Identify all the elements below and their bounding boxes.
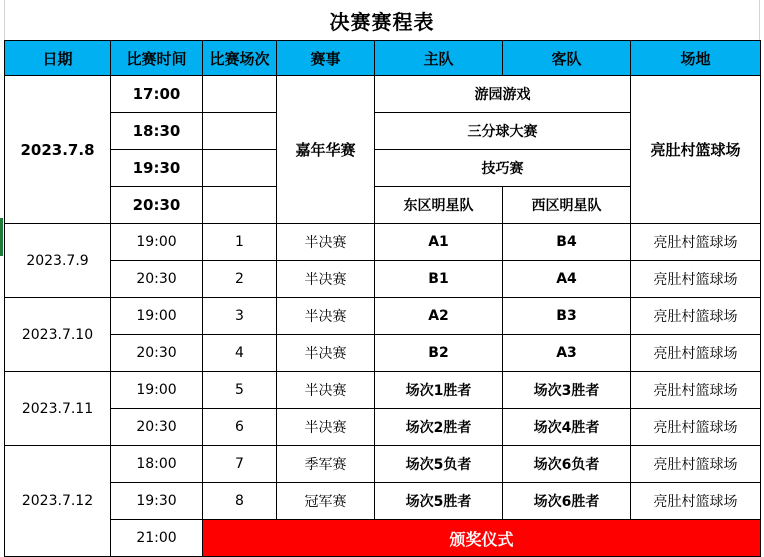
event-cell[interactable]: 季军赛 (277, 446, 375, 483)
table-row (5, 76, 761, 113)
away-team-cell[interactable]: 场次6胜者 (503, 483, 631, 520)
venue-cell[interactable]: 亮肚村篮球场 (631, 76, 761, 224)
away-team-cell[interactable]: A3 (503, 335, 631, 372)
away-team-cell[interactable]: 西区明星队 (503, 187, 631, 224)
time-cell[interactable]: 19:30 (111, 483, 203, 520)
venue-cell[interactable]: 亮肚村篮球场 (631, 261, 761, 298)
header-match-no[interactable]: 比赛场次 (203, 41, 277, 76)
event-cell[interactable]: 嘉年华赛 (277, 76, 375, 224)
match-no-cell[interactable]: 5 (203, 372, 277, 409)
away-team-cell[interactable]: 场次3胜者 (503, 372, 631, 409)
home-team-cell[interactable]: 场次5胜者 (375, 483, 503, 520)
time-cell[interactable]: 19:30 (111, 150, 203, 187)
activity-cell[interactable]: 三分球大赛 (375, 113, 631, 150)
table-row (5, 261, 761, 298)
header-time[interactable]: 比赛时间 (111, 41, 203, 76)
table-row (5, 446, 761, 483)
header-venue[interactable]: 场地 (631, 41, 761, 76)
home-team-cell[interactable]: 东区明星队 (375, 187, 503, 224)
header-home[interactable]: 主队 (375, 41, 503, 76)
away-team-cell[interactable]: A4 (503, 261, 631, 298)
match-no-cell[interactable] (203, 113, 277, 150)
home-team-cell[interactable]: B1 (375, 261, 503, 298)
venue-cell[interactable]: 亮肚村篮球场 (631, 224, 761, 261)
header-date[interactable]: 日期 (5, 41, 111, 76)
header-away[interactable]: 客队 (503, 41, 631, 76)
time-cell[interactable]: 19:00 (111, 224, 203, 261)
match-no-cell[interactable]: 7 (203, 446, 277, 483)
activity-cell[interactable]: 游园游戏 (375, 76, 631, 113)
match-no-cell[interactable]: 8 (203, 483, 277, 520)
match-no-cell[interactable] (203, 187, 277, 224)
time-cell[interactable]: 21:00 (111, 520, 203, 557)
home-team-cell[interactable]: B2 (375, 335, 503, 372)
time-cell[interactable]: 20:30 (111, 187, 203, 224)
table-row (5, 224, 761, 261)
home-team-cell[interactable]: 场次1胜者 (375, 372, 503, 409)
home-team-cell[interactable]: 场次5负者 (375, 446, 503, 483)
time-cell[interactable]: 20:30 (111, 261, 203, 298)
date-cell[interactable]: 2023.7.11 (5, 372, 111, 446)
match-no-cell[interactable]: 2 (203, 261, 277, 298)
date-cell[interactable]: 2023.7.12 (5, 446, 111, 557)
header-row (5, 41, 761, 76)
ceremony-cell[interactable]: 颁奖仪式 (203, 520, 761, 557)
table-row (5, 335, 761, 372)
table-row (5, 409, 761, 446)
date-cell[interactable]: 2023.7.9 (5, 224, 111, 298)
page-title: 决赛赛程表 (329, 9, 435, 34)
table-row (5, 298, 761, 335)
activity-cell[interactable]: 技巧赛 (375, 150, 631, 187)
time-cell[interactable]: 17:00 (111, 76, 203, 113)
time-cell[interactable]: 20:30 (111, 409, 203, 446)
table-row (5, 483, 761, 520)
match-no-cell[interactable]: 6 (203, 409, 277, 446)
venue-cell[interactable]: 亮肚村篮球场 (631, 446, 761, 483)
event-cell[interactable]: 半决赛 (277, 372, 375, 409)
time-cell[interactable]: 20:30 (111, 335, 203, 372)
away-team-cell[interactable]: 场次6负者 (503, 446, 631, 483)
cell-selection-marker (0, 218, 3, 256)
event-cell[interactable]: 冠军赛 (277, 483, 375, 520)
match-no-cell[interactable]: 1 (203, 224, 277, 261)
venue-cell[interactable]: 亮肚村篮球场 (631, 483, 761, 520)
venue-cell[interactable]: 亮肚村篮球场 (631, 409, 761, 446)
time-cell[interactable]: 19:00 (111, 298, 203, 335)
home-team-cell[interactable]: A1 (375, 224, 503, 261)
match-no-cell[interactable] (203, 150, 277, 187)
home-team-cell[interactable]: 场次2胜者 (375, 409, 503, 446)
table-row (5, 520, 761, 557)
match-no-cell[interactable]: 3 (203, 298, 277, 335)
date-cell[interactable]: 2023.7.10 (5, 298, 111, 372)
match-no-cell[interactable] (203, 76, 277, 113)
home-team-cell[interactable]: A2 (375, 298, 503, 335)
table-row (5, 372, 761, 409)
event-cell[interactable]: 半决赛 (277, 409, 375, 446)
time-cell[interactable]: 18:00 (111, 446, 203, 483)
date-cell[interactable]: 2023.7.8 (5, 76, 111, 224)
time-cell[interactable]: 18:30 (111, 113, 203, 150)
venue-cell[interactable]: 亮肚村篮球场 (631, 298, 761, 335)
event-cell[interactable]: 半决赛 (277, 261, 375, 298)
event-cell[interactable]: 半决赛 (277, 335, 375, 372)
away-team-cell[interactable]: B4 (503, 224, 631, 261)
away-team-cell[interactable]: 场次4胜者 (503, 409, 631, 446)
venue-cell[interactable]: 亮肚村篮球场 (631, 335, 761, 372)
event-cell[interactable]: 半决赛 (277, 224, 375, 261)
time-cell[interactable]: 19:00 (111, 372, 203, 409)
schedule-table (4, 40, 761, 557)
header-event[interactable]: 赛事 (277, 41, 375, 76)
event-cell[interactable]: 半决赛 (277, 298, 375, 335)
away-team-cell[interactable]: B3 (503, 298, 631, 335)
venue-cell[interactable]: 亮肚村篮球场 (631, 372, 761, 409)
match-no-cell[interactable]: 4 (203, 335, 277, 372)
